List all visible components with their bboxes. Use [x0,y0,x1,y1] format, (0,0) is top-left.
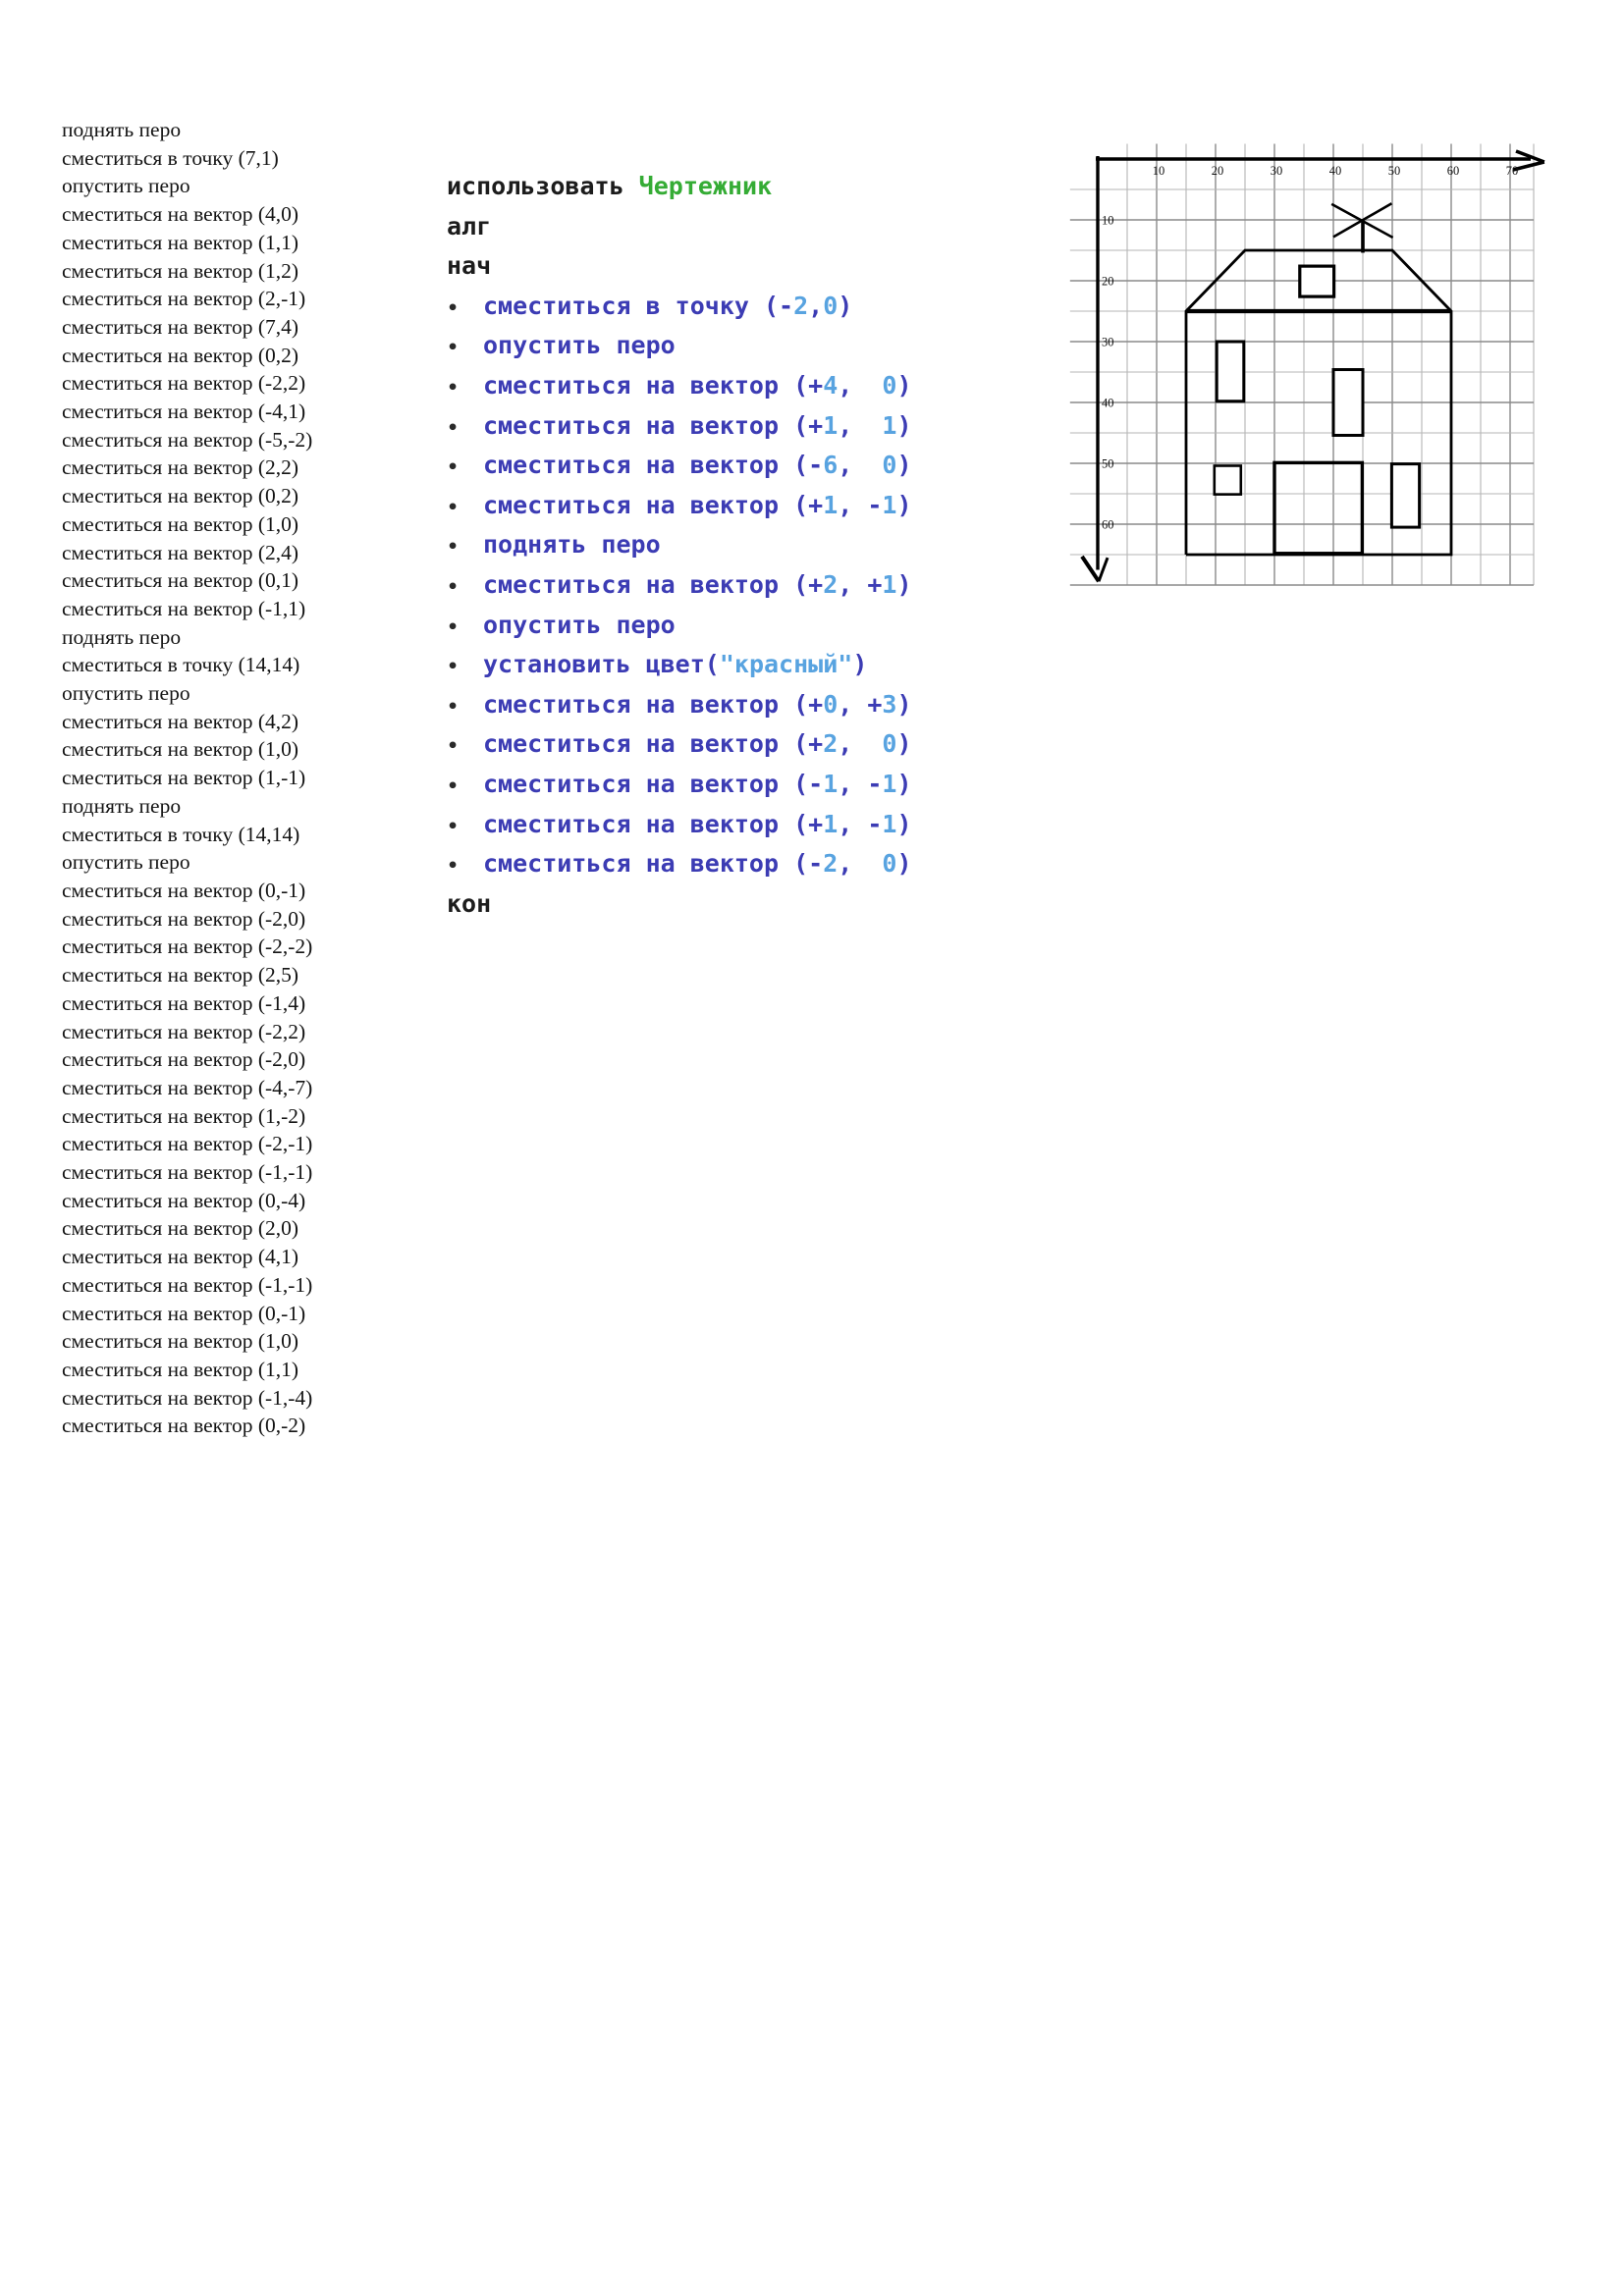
code-token: (+ [793,569,824,599]
command-line: сместиться на вектор (4,0) [62,202,299,227]
command-line: сместиться на вектор (0,1) [62,568,299,593]
code-token: ) [838,291,853,320]
command-line: сместиться в точку (14,14) [62,822,300,846]
command-line: сместиться на вектор (-4,1) [62,400,306,424]
code-token: (- [763,291,794,320]
command-line: сместиться на вектор (2,5) [62,963,299,988]
command-line: сместиться на вектор (-1,-1) [62,1160,313,1185]
bullet-icon: • [447,656,460,678]
code-token: , - [838,769,883,798]
code-token: (+ [793,410,824,440]
code-token: 1 [882,809,897,838]
small-left-window [1215,465,1241,494]
code-token: (+ [793,809,824,838]
code-token: 1 [823,809,839,838]
command-line: поднять перо [62,118,182,141]
command-line: сместиться на вектор (1,1) [62,230,299,254]
bullet-icon: • [447,615,460,638]
bullet-icon: • [447,695,460,718]
code-line [447,606,912,646]
code-token: Чертежник [638,172,773,200]
command-line: сместиться на вектор (-4,-7) [62,1075,313,1099]
code-token: 2 [823,849,839,879]
y-axis-tick-label: 20 [1102,274,1114,289]
code-token: ) [896,849,912,879]
command-line: поднять перо [62,624,182,649]
code-token: , - [838,490,883,519]
command-line: сместиться на вектор (1,0) [62,1329,299,1354]
code-token: , - [838,809,883,838]
code-token: "красный" [719,650,853,679]
command-line: сместиться на вектор (1,2) [62,258,299,283]
task-commands-list [62,116,312,1440]
roof-window [1300,266,1334,296]
code-token: 1 [823,410,839,440]
code-line [447,246,912,287]
command-line: поднять перо [62,793,182,818]
code-token: (- [793,849,824,879]
y-axis-tick-label: 60 [1102,517,1114,532]
code-token: ) [896,451,912,480]
code-token: 1 [882,410,897,440]
code-line [447,167,912,207]
kumir-program-listing [447,167,912,924]
command-line: сместиться в точку (14,14) [62,653,300,677]
middle-window [1333,370,1363,436]
code-token: 0 [882,849,897,879]
code-token: (+ [793,729,824,759]
coordinate-grid-figure [1058,91,1573,614]
door [1274,462,1362,553]
code-token: , [838,451,883,480]
command-line: сместиться на вектор (1,-1) [62,766,306,790]
code-token: 1 [882,769,897,798]
code-token: (+ [793,490,824,519]
command-line: сместиться на вектор (-1,-4) [62,1385,313,1410]
code-token: ) [896,769,912,798]
code-token: (+ [793,370,824,400]
bullet-icon: • [447,496,460,518]
x-axis-tick-label: 40 [1328,164,1342,178]
code-token: 0 [823,689,839,719]
x-axis-tick-label: 30 [1270,164,1283,178]
code-token: сместиться на вектор [483,689,794,719]
bullet-icon: • [447,456,460,479]
code-token: ) [896,809,912,838]
code-token: ) [896,689,912,719]
code-token: сместиться на вектор [483,769,794,798]
code-line [447,287,912,327]
x-axis-tick-label: 70 [1505,164,1519,178]
bullet-icon: • [447,416,460,439]
upper-left-window [1217,342,1244,401]
command-line: сместиться в точку (7,1) [62,145,279,170]
y-axis-tick-label: 30 [1102,335,1114,349]
code-token: 2 [823,729,839,759]
command-line: сместиться на вектор (2,2) [62,455,299,480]
code-token: ) [896,370,912,400]
code-token: 0 [882,370,897,400]
code-token: , + [838,689,883,719]
y-axis-arrow-icon [1099,558,1108,581]
code-token: кон [447,888,492,918]
code-token: сместиться на вектор [483,809,794,838]
code-line [447,366,912,406]
code-token: сместиться на вектор [483,490,794,519]
bullet-icon: • [447,337,460,359]
command-line: сместиться на вектор (0,2) [62,343,299,367]
command-line: сместиться на вектор (0,-1) [62,878,306,902]
house-plot-svg [1058,91,1573,610]
code-line [447,724,912,765]
command-line: сместиться на вектор (2,4) [62,540,299,564]
right-window [1391,464,1419,527]
command-line: опустить перо [62,681,190,706]
command-line: сместиться на вектор (1,1) [62,1357,299,1381]
code-line [447,207,912,247]
code-token: опустить перо [483,610,676,639]
code-token: 1 [882,569,897,599]
code-line [447,525,912,565]
command-line: сместиться на вектор (0,-1) [62,1301,306,1325]
bullet-icon: • [447,536,460,559]
code-token: 2 [793,291,809,320]
code-token: поднять перо [483,530,661,560]
code-token: ) [896,729,912,759]
command-line: сместиться на вектор (0,-2) [62,1414,306,1438]
code-token: 6 [823,451,839,480]
code-token: (+ [793,689,824,719]
command-line: сместиться на вектор (-5,-2) [62,427,313,452]
bullet-icon: • [447,815,460,837]
code-token: сместиться на вектор [483,370,794,400]
command-line: сместиться на вектор (-2,0) [62,1047,306,1072]
code-token: , [838,370,883,400]
code-token: , [838,410,883,440]
code-token: 3 [882,689,897,719]
bullet-icon: • [447,376,460,399]
command-line: сместиться на вектор (-2,2) [62,1019,306,1043]
code-token: , [838,849,883,879]
code-token: использовать [447,172,639,200]
command-line: сместиться на вектор (2,0) [62,1216,299,1241]
code-line [447,685,912,725]
grid-lines [1070,144,1534,586]
code-token: сместиться на вектор [483,729,794,759]
code-token: , [838,729,883,759]
y-axis-tick-label: 10 [1102,213,1114,228]
command-line: сместиться на вектор (-2,2) [62,371,306,396]
command-line: опустить перо [62,850,190,875]
x-axis-tick-label: 10 [1152,164,1165,178]
code-line [447,844,912,884]
code-token: 4 [823,370,839,400]
code-token: нач [447,251,492,281]
command-line: сместиться на вектор (4,2) [62,709,299,733]
command-line: сместиться на вектор (4,1) [62,1245,299,1269]
code-token: 1 [882,490,897,519]
code-token: 0 [823,291,839,320]
bullet-icon: • [447,855,460,878]
code-token: 2 [823,569,839,599]
x-axis-tick-label: 20 [1211,164,1224,178]
code-line [447,326,912,366]
code-token: (- [793,451,824,480]
code-token: сместиться на вектор [483,569,794,599]
code-line [447,406,912,447]
command-line: сместиться на вектор (0,2) [62,484,299,508]
y-axis-tick-label: 50 [1102,456,1114,471]
code-token: (- [793,769,824,798]
code-token: ) [852,650,868,679]
code-line [447,765,912,805]
code-token: установить цвет [483,650,705,679]
code-token: опустить перо [483,331,676,360]
command-line: сместиться на вектор (-2,-1) [62,1132,313,1156]
code-token: 1 [823,769,839,798]
command-line: сместиться на вектор (1,0) [62,737,299,762]
bullet-icon: • [447,774,460,797]
code-line [447,884,912,925]
y-axis-tick-label: 40 [1102,396,1114,410]
code-token: 0 [882,451,897,480]
code-token: 1 [823,490,839,519]
command-line: сместиться на вектор (1,-2) [62,1103,306,1128]
code-token: ) [896,410,912,440]
code-token: алг [447,211,492,240]
code-line [447,645,912,685]
command-line: сместиться на вектор (7,4) [62,314,299,339]
command-line: сместиться на вектор (-1,1) [62,596,306,620]
code-token: сместиться на вектор [483,410,794,440]
code-token: , + [838,569,883,599]
code-line [447,805,912,845]
code-token: ) [896,490,912,519]
code-token: ) [896,569,912,599]
code-token: сместиться на вектор [483,451,794,480]
code-line [447,565,912,606]
axis-labels [1102,164,1518,532]
x-axis-tick-label: 50 [1387,164,1401,178]
code-line [447,446,912,486]
command-line: сместиться на вектор (2,-1) [62,287,306,311]
code-line [447,486,912,526]
house-drawing [1186,203,1451,555]
code-token: 0 [882,729,897,759]
code-token: , [808,291,824,320]
command-line: сместиться на вектор (1,0) [62,511,299,536]
command-line: сместиться на вектор (-1,4) [62,990,306,1015]
code-token: сместиться в точку [483,291,764,320]
bullet-icon: • [447,296,460,319]
x-axis-tick-label: 60 [1446,164,1460,178]
bullet-icon: • [447,735,460,758]
command-line: опустить перо [62,174,190,198]
code-token: ( [704,650,720,679]
code-token: сместиться на вектор [483,849,794,879]
command-line: сместиться на вектор (-2,-2) [62,934,313,959]
command-line: сместиться на вектор (-1,-1) [62,1272,313,1297]
command-line: сместиться на вектор (0,-4) [62,1188,306,1212]
bullet-icon: • [447,575,460,598]
command-line: сместиться на вектор (-2,0) [62,906,306,931]
axes [1082,151,1544,581]
